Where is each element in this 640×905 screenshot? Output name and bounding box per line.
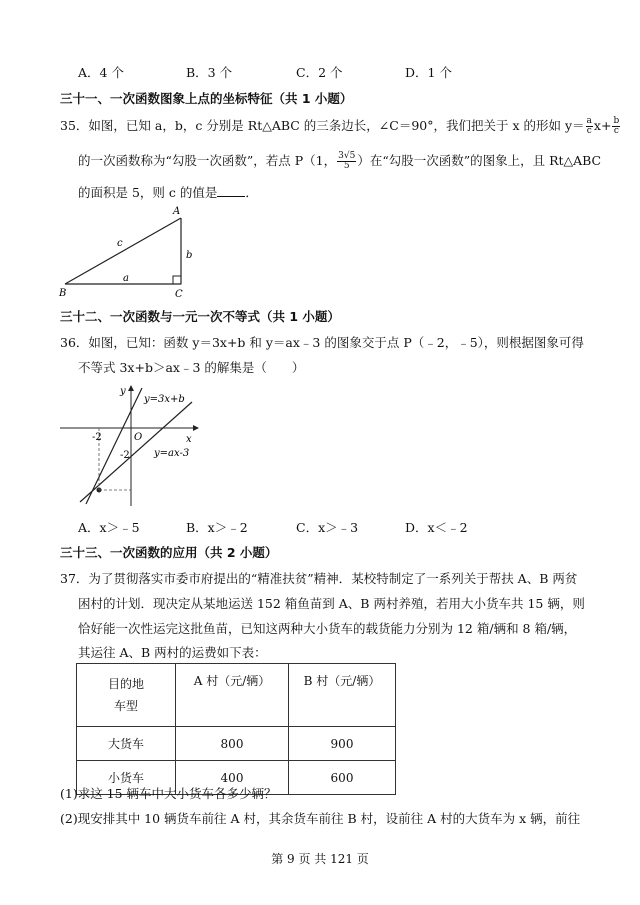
line-label-ax-minus-3: y=ax-3 xyxy=(154,448,190,459)
q35-line-3: 的面积是 5，则 c 的值是 ． xyxy=(78,185,258,200)
q37-subquestion-2: (2)现安排其中 10 辆货车前往 A 村，其余货车前往 B 村，设前往 A 村的大货车为 x 辆，前往 xyxy=(60,811,581,826)
corner-vehicle-type: 车型 xyxy=(113,699,138,713)
q35-text-2b: ）在“勾股一次函数”的图象上，且 Rt△ABC xyxy=(357,153,602,168)
q35-text-1: 35．如图，已知 a，b，c 分别是 Rt△ABC 的三条边长，∠C＝90°，我们把关于 x 的形如 y＝ xyxy=(60,118,585,133)
table-corner-cell xyxy=(77,664,176,727)
q37-line-2: 困村的计划．现决定从某地运送 152 箱鱼苗到 A、B 两村养殖，若用大小货车共 15 辆，则 xyxy=(78,596,585,611)
tick-label-x-neg2: -2 xyxy=(92,432,102,443)
table-cell-a-cost: 800 xyxy=(176,727,289,761)
q36-option-b: B．x＞﹣2 xyxy=(186,520,248,535)
q36-graph-figure xyxy=(58,380,208,510)
table-cell-type: 小货车 xyxy=(77,761,176,795)
q36-line-2: 不等式 3x+b＞ax﹣3 的解集是（ ） xyxy=(78,360,305,375)
freight-cost-table xyxy=(76,663,396,795)
line-label-3x-plus-b: y=3x+b xyxy=(144,394,185,405)
q34-option-c: C．2 个 xyxy=(296,65,343,80)
q35-fraction-b-over-c: $\frac{b}{c}$ xyxy=(613,116,620,136)
q37-subquestion-1: (1)求这 15 辆车中大小货车各多少辆？ xyxy=(60,786,277,801)
section-31-heading: 三十一、一次函数图象上点的坐标特征（共 1 小题） xyxy=(60,91,353,106)
side-label-a: a xyxy=(123,273,129,284)
table-header-a-village: A 村（元/辆） xyxy=(176,664,289,727)
corner-destination: 目的地 xyxy=(107,677,144,691)
page-footer: 第 9 页 共 121 页 xyxy=(271,852,369,866)
vertex-label-b: B xyxy=(59,288,67,299)
section-33-heading: 三十三、一次函数的应用（共 2 小题） xyxy=(60,545,278,560)
side-label-c: c xyxy=(117,238,123,249)
q36-option-c: C．x＞﹣3 xyxy=(296,520,359,535)
q34-option-d: D．1 个 xyxy=(405,65,452,80)
table-row xyxy=(77,727,396,761)
q35-text-mid: x+ xyxy=(593,118,612,133)
side-label-b: b xyxy=(186,250,193,261)
answer-blank xyxy=(217,184,245,197)
section-32-heading: 三十二、一次函数与一元一次不等式（共 1 小题） xyxy=(60,309,340,324)
origin-label: O xyxy=(134,432,143,443)
q37-line-1: 37．为了贯彻落实市委市府提出的“精准扶贫”精神．某校特制定了一系列关于帮扶 A、B 两贫 xyxy=(60,571,578,586)
table-cell-b-cost: 900 xyxy=(289,727,396,761)
q36-line-1: 36．如图，已知：函数 y＝3x+b 和 y＝ax﹣3 的图象交于点 P（﹣2，﹣5），则根据图象可得 xyxy=(60,335,584,350)
q35-text-2a: 的一次函数称为“勾股一次函数”，若点 P（1， xyxy=(78,153,337,168)
q35-line-1 xyxy=(60,117,621,136)
q35-line-2 xyxy=(78,152,601,171)
q34-option-a: A．4 个 xyxy=(78,65,124,80)
table-header-row xyxy=(77,664,396,727)
q37-line-4: 其运往 A、B 两村的运费如下表： xyxy=(78,645,267,660)
q36-option-d: D．x＜﹣2 xyxy=(405,520,468,535)
axis-label-x: x xyxy=(186,434,192,445)
table-cell-b-cost: 600 xyxy=(289,761,396,795)
tick-label-y-neg2: -2 xyxy=(120,450,130,461)
q37-line-3: 恰好能一次性运完这批鱼苗，已知这两种大小货车的载货能力分别为 12 箱/辆和 8 箱/辆， xyxy=(78,621,577,636)
q36-option-a: A．x＞﹣5 xyxy=(78,520,140,535)
q35-fraction-3root5-over-5: $\frac{3√5}{5}$ xyxy=(338,151,356,171)
q35-triangle-figure xyxy=(55,200,195,300)
table-cell-a-cost: 400 xyxy=(176,761,289,795)
table-cell-type: 大货车 xyxy=(77,727,176,761)
vertex-label-c: C xyxy=(175,289,183,300)
q34-option-b: B．3 个 xyxy=(186,65,233,80)
vertex-label-a: A xyxy=(173,206,181,217)
table-header-b-village: B 村（元/辆） xyxy=(289,664,396,727)
axis-label-y: y xyxy=(120,386,126,397)
q35-text-3: 的面积是 5，则 c 的值是 xyxy=(78,185,218,200)
q35-fraction-a-over-c: $\frac{a}{c}$ xyxy=(586,116,592,136)
